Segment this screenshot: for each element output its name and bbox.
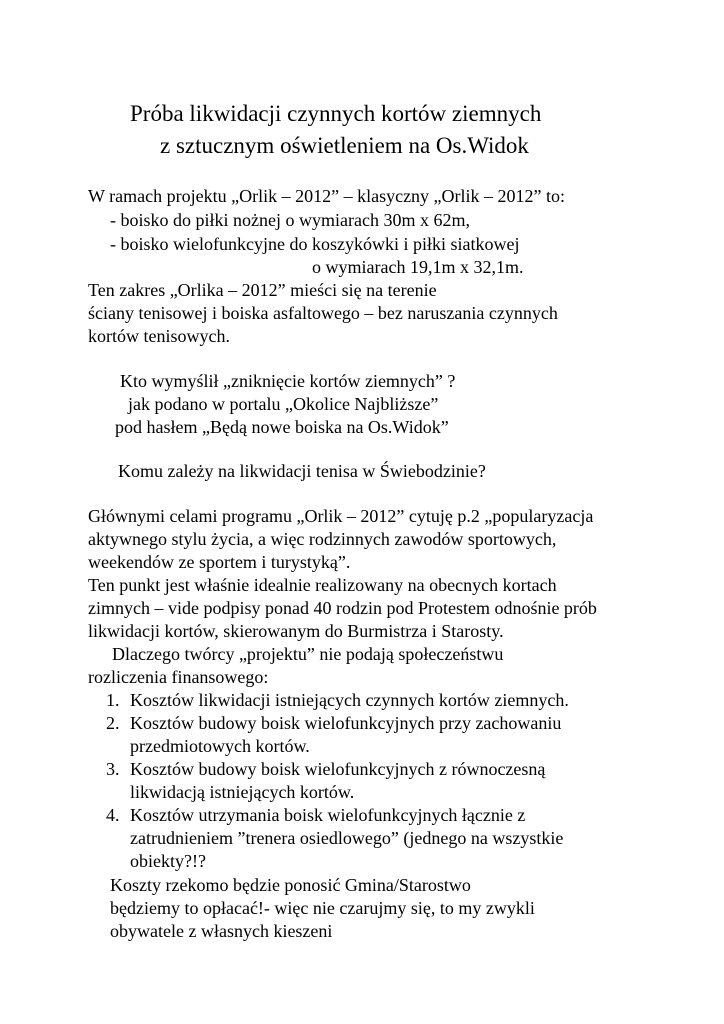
question-line: pod hasłem „Będą nowe boiska na Os.Widok” — [115, 417, 449, 437]
list-item-line: Kosztów budowy boisk wielofunkcyjnych z równoczesną — [130, 759, 546, 779]
list-item-line: Kosztów likwidacji istniejących czynnych kortów ziemnych. — [130, 690, 569, 710]
closing-line: Koszty rzekomo będzie ponosić Gmina/Starostwo — [110, 875, 471, 895]
list-item-line: Kosztów budowy boisk wielofunkcyjnych przy zachowaniu — [130, 713, 562, 733]
list-number: 4. — [106, 805, 120, 825]
intro-line: W ramach projektu „Orlik – 2012” – klasyczny „Orlik – 2012” to: — [88, 186, 566, 206]
goals-line: Głównymi celami programu „Orlik – 2012” cytuję p.2 „popularyzacja — [88, 506, 594, 526]
intro-line: kortów tenisowych. — [88, 326, 230, 346]
list-item-line: Kosztów utrzymania boisk wielofunkcyjnych łącznie z — [130, 805, 526, 825]
goals-line: Ten punkt jest właśnie idealnie realizowany na obecnych kortach — [88, 575, 557, 595]
question-line: jak podano w portalu „Okolice Najbliższe” — [128, 394, 439, 414]
list-number: 2. — [106, 713, 120, 733]
document-title-line-1: Próba likwidacji czynnych kortów ziemnych — [130, 101, 542, 126]
question-line: Kto wymyślił „zniknięcie kortów ziemnych” ? — [120, 371, 456, 391]
intro-bullet-multipurpose: - boisko wielofunkcyjne do koszykówki i piłki siatkowej — [110, 234, 520, 254]
goals-line: aktywnego stylu życia, a więc rodzinnych zawodów sportowych, — [88, 529, 557, 549]
list-number: 1. — [106, 690, 120, 710]
goals-line: zimnych – vide podpisy ponad 40 rodzin pod Protestem odnośnie prób — [88, 598, 597, 618]
goals-line: likwidacji kortów, skierowanym do Burmistrza i Starosty. — [88, 621, 504, 641]
list-item-line: zatrudnieniem ”trenera osiedlowego” (jednego na wszystkie — [130, 828, 564, 848]
intro-bullet-dimensions: o wymiarach 19,1m x 32,1m. — [312, 257, 524, 277]
intro-bullet-football: - boisko do piłki nożnej o wymiarach 30m x 62m, — [110, 210, 470, 230]
list-item-line: przedmiotowych kortów. — [130, 736, 310, 756]
question-line: Komu zależy na likwidacji tenisa w Świebodzinie? — [118, 461, 486, 481]
list-item-line: likwidacją istniejących kortów. — [130, 782, 355, 802]
list-number: 3. — [106, 759, 120, 779]
goals-line: rozliczenia finansowego: — [88, 667, 269, 687]
intro-line: Ten zakres „Orlika – 2012” mieści się na terenie — [88, 280, 437, 300]
closing-line: będziemy to opłacać!- więc nie czarujmy się, to my zwykli — [110, 898, 535, 918]
list-item-line: obiekty?!? — [130, 851, 206, 871]
document-title-line-2: z sztucznym oświetleniem na Os.Widok — [160, 133, 529, 158]
intro-line: ściany tenisowej i boiska asfaltowego – bez naruszania czynnych — [88, 303, 558, 323]
closing-line: obywatele z własnych kieszeni — [110, 921, 333, 941]
goals-line: weekendów ze sportem i turystyką”. — [88, 552, 351, 572]
goals-line: Dlaczego twórcy „projektu” nie podają społeczeństwu — [112, 644, 504, 664]
